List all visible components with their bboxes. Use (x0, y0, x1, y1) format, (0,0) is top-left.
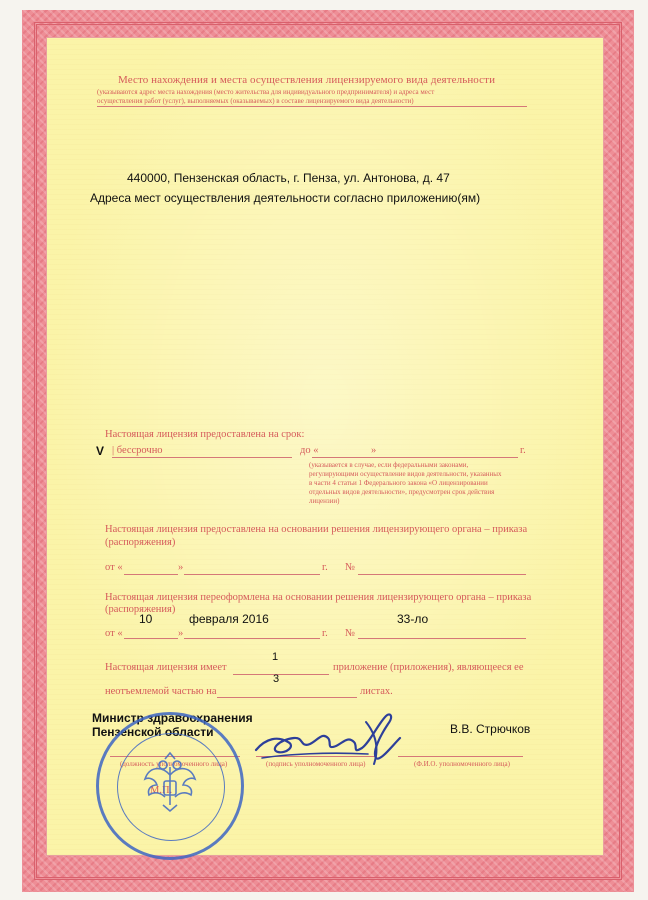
term-note-1: (указывается в случае, если федеральными законами, (309, 461, 469, 469)
stamp-place-mp: М.П. (150, 785, 173, 796)
address-main: 440000, Пензенская область, г. Пенза, ул. Антонова, д. 47 (127, 171, 450, 185)
reissue-month-year: февраля 2016 (189, 612, 269, 626)
term-until-suffix: г. (520, 445, 526, 456)
annex-count: 1 (272, 651, 279, 663)
official-stamp (96, 712, 244, 860)
reissue-line-1: Настоящая лицензия переоформлена на основании решения лицензирующего органа – приказа (105, 592, 532, 603)
caption-signature: (подпись уполномоченного лица) (266, 760, 366, 768)
term-note-3: в части 4 статьи 1 Федерального закона «О лицензировании (309, 479, 488, 487)
caption-position: (должность уполномоченного лица) (120, 760, 228, 768)
double-headed-eagle-icon (135, 749, 205, 819)
reissue-year: г. (322, 628, 328, 639)
annex-line-2-prefix: неотъемлемой частью на (105, 686, 217, 697)
handwritten-signature (248, 702, 418, 772)
term-option-line (112, 457, 292, 458)
basis-quote-close: » (178, 562, 184, 573)
term-note-5: лицензии) (309, 497, 340, 505)
header-underline (97, 106, 527, 107)
basis-number-line (358, 574, 526, 575)
term-label: Настоящая лицензия предоставлена на срок: (105, 429, 305, 440)
reissue-from: от « (105, 628, 123, 639)
reissue-number-line (358, 638, 526, 639)
annex-sheets: 3 (273, 673, 280, 685)
basis-line-2: (распоряжения) (105, 537, 176, 548)
basis-number: № (345, 562, 356, 573)
term-note-2: регулирующими осуществление видов деятельности, указанных (309, 470, 502, 478)
annex-count-line (233, 674, 329, 675)
term-until-mid: » (371, 445, 377, 456)
term-until-line (312, 457, 518, 458)
address-secondary: Адреса мест осуществления деятельности согласно приложению(ям) (90, 191, 481, 205)
signer-name: В.В. Стрючков (450, 722, 531, 736)
basis-month-line (184, 574, 320, 575)
annex-sheets-line (217, 697, 357, 698)
reissue-line-2: (распоряжения) (105, 604, 176, 615)
reissue-quote-close: » (178, 628, 184, 639)
term-option: | бессрочно (112, 445, 163, 456)
annex-line-1-prefix: Настоящая лицензия имеет (105, 662, 227, 673)
reissue-day-line (124, 638, 178, 639)
term-note-4: отдельных видов деятельности», предусмотрен срок действия (309, 488, 495, 496)
basis-line-1: Настоящая лицензия предоставлена на основании решения лицензирующего органа – приказа (105, 524, 528, 535)
signer-position-2: Пензенской области (92, 725, 214, 739)
reissue-month-line (184, 638, 320, 639)
caption-name: (Ф.И.О. уполномоченного лица) (414, 760, 510, 768)
reissue-number: № (345, 628, 356, 639)
annex-line-2-suffix: листах. (360, 686, 393, 697)
term-until-prefix: до « (300, 445, 319, 456)
signer-position-1: Министр здравоохранения (92, 711, 253, 725)
header-title: Место нахождения и места осуществления лицензируемого вида деятельности (118, 74, 496, 86)
reissue-day: 10 (139, 612, 153, 626)
basis-year: г. (322, 562, 328, 573)
header-subtitle-2: осуществления работ (услуг), выполняемых (оказываемых) в составе лицензируемого вида деятельности) (97, 97, 414, 105)
reissue-order-number: 33-ло (397, 612, 429, 626)
annex-line-1-suffix: приложение (приложения), являющееся ее (333, 662, 524, 673)
term-check-mark: V (96, 444, 105, 458)
header-subtitle-1: (указываются адрес места нахождения (место жительства для индивидуального предпринимателя) и адреса мест (97, 88, 435, 96)
basis-day-line (124, 574, 178, 575)
basis-from: от « (105, 562, 123, 573)
